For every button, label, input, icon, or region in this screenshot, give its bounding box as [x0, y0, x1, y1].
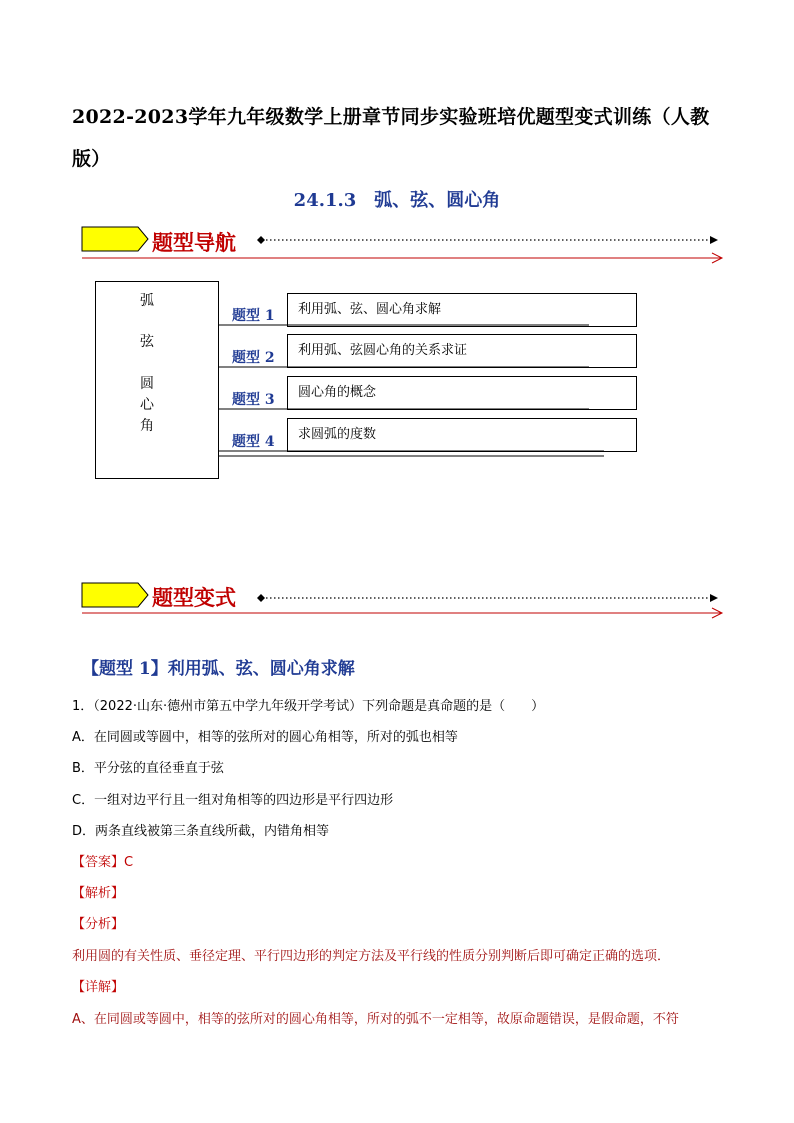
fenxi-text: 利用圆的有关性质、垂径定理、平行四边形的判定方法及平行线的性质分别判断后即可确定正确的选项．: [72, 949, 671, 964]
type-box-4: 求圆弧的度数: [287, 418, 637, 452]
answer-row: [72, 851, 133, 870]
nav-topic-box: [95, 281, 219, 479]
option-c: C．一组对边平行且一组对角相等的四边形是平行四边形: [72, 793, 394, 808]
section-subtitle: 24.1.3 弧、弦、圆心角: [293, 190, 501, 211]
type-box-3: 圆心角的概念: [287, 376, 637, 410]
document-title: 2022-2023学年九年级数学上册章节同步实验班培优题型变式训练（人教版）: [72, 106, 710, 170]
answer-value: C: [124, 855, 134, 870]
yellow-arrow-icon: [82, 583, 148, 607]
option-d: D．两条直线被第三条直线所截，内错角相等: [72, 824, 330, 839]
option-b: B．平分弦的直径垂直于弦: [72, 761, 224, 776]
diamond-icon: [257, 594, 265, 602]
analysis-tag: 【解析】: [72, 886, 125, 901]
fenxi-tag: 【分析】: [72, 917, 125, 932]
detail-text: A、在同圆或等圆中，相等的弦所对的圆心角相等，所对的弧不一定相等，故原命题错误，是假命题，不符: [72, 1012, 679, 1027]
arrowhead-icon: [710, 594, 718, 602]
topic-char: 心: [140, 397, 154, 413]
yellow-arrow-icon: [82, 227, 148, 251]
type-label-2: 题型 2: [232, 350, 275, 366]
type-box-2: 利用弧、弦圆心角的关系求证: [287, 334, 637, 368]
topic-char: 圆: [140, 376, 154, 392]
nav-section-title: 题型导航: [152, 230, 236, 255]
variants-section-title: 题型变式: [152, 585, 236, 610]
type-label-3: 题型 3: [232, 392, 275, 408]
question-stem: 1．（2022·山东·德州市第五中学九年级开学考试）下列命题是真命题的是（ ）: [72, 699, 545, 714]
topic-char: 弦: [140, 334, 154, 350]
answer-tag: 【答案】: [72, 855, 125, 870]
option-a: A．在同圆或等圆中，相等的弦所对的圆心角相等，所对的弧也相等: [72, 730, 458, 745]
type-label-1: 题型 1: [232, 308, 275, 324]
type-box-1: 利用弧、弦、圆心角求解: [287, 293, 637, 327]
detail-tag: 【详解】: [72, 980, 125, 995]
type1-heading: 【题型 1】利用弧、弦、圆心角求解: [82, 659, 355, 679]
arrowhead-icon: [710, 236, 718, 244]
diamond-icon: [257, 236, 265, 244]
topic-char: 弧: [140, 293, 154, 309]
topic-char: 角: [140, 418, 154, 434]
type-label-4: 题型 4: [232, 434, 275, 450]
